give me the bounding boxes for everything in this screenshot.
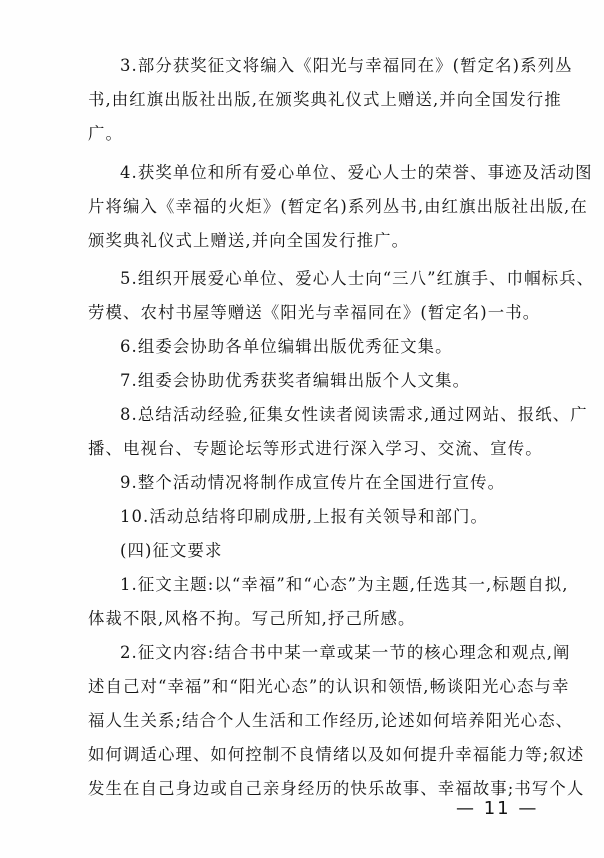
paragraph-3-line-3: 广。 <box>88 124 123 143</box>
requirement-2-line-3: 福人生关系;结合个人生活和工作经历,论述如何培养阳光心态、 <box>88 711 574 730</box>
paragraph-4-line-3: 颁奖典礼仪式上赠送,并向全国发行推广。 <box>88 231 410 250</box>
requirement-2-line-4: 如何调适心理、如何控制不良情绪以及如何提升幸福能力等;叙述 <box>88 745 585 764</box>
paragraph-3-line-1: 3.部分获奖征文将编入《阳光与幸福同在》(暂定名)系列丛 <box>120 56 573 75</box>
paragraph-5-line-1: 5.组织开展爱心单位、爱心人士向“三八”红旗手、巾帼标兵、 <box>120 269 595 288</box>
paragraph-5-line-2: 劳模、农村书屋等赠送《阳光与幸福同在》(暂定名)一书。 <box>88 303 541 322</box>
paragraph-10: 10.活动总结将印刷成册,上报有关领导和部门。 <box>120 507 488 526</box>
requirement-1-line-2: 体裁不限,风格不拘。写己所知,抒己所感。 <box>88 609 416 628</box>
paragraph-7: 7.组委会协助优秀获奖者编辑出版个人文集。 <box>120 371 471 390</box>
page-number: — 11 — <box>456 798 539 819</box>
paragraph-4-line-1: 4.获奖单位和所有爱心单位、爱心人士的荣誉、事迹及活动图 <box>120 163 593 182</box>
requirement-2-line-5: 发生在自己身边或自己亲身经历的快乐故事、幸福故事;书写个人 <box>88 779 585 798</box>
paragraph-6: 6.组委会协助各单位编辑出版优秀征文集。 <box>120 337 453 356</box>
paragraph-9: 9.整个活动情况将制作成宣传片在全国进行宣传。 <box>120 473 506 492</box>
requirement-1-line-1: 1.征文主题:以“幸福”和“心态”为主题,任选其一,标题自拟, <box>120 575 569 594</box>
requirement-2-line-1: 2.征文内容:结合书中某一章或某一节的核心理念和观点,阐 <box>120 643 571 662</box>
paragraph-8-line-2: 播、电视台、专题论坛等形式进行深入学习、交流、宣传。 <box>88 439 543 458</box>
requirement-2-line-2: 述自己对“幸福”和“阳光心态”的认识和领悟,畅谈阳光心态与幸 <box>88 677 570 696</box>
paragraph-3-line-2: 书,由红旗出版社出版,在颁奖典礼仪式上赠送,并向全国发行推 <box>88 90 562 109</box>
section-heading: (四)征文要求 <box>120 541 223 560</box>
paragraph-8-line-1: 8.总结活动经验,征集女性读者阅读需求,通过网站、报纸、广 <box>120 405 588 424</box>
paragraph-4-line-2: 片将编入《幸福的火炬》(暂定名)系列丛书,由红旗出版社出版,在 <box>88 197 588 216</box>
